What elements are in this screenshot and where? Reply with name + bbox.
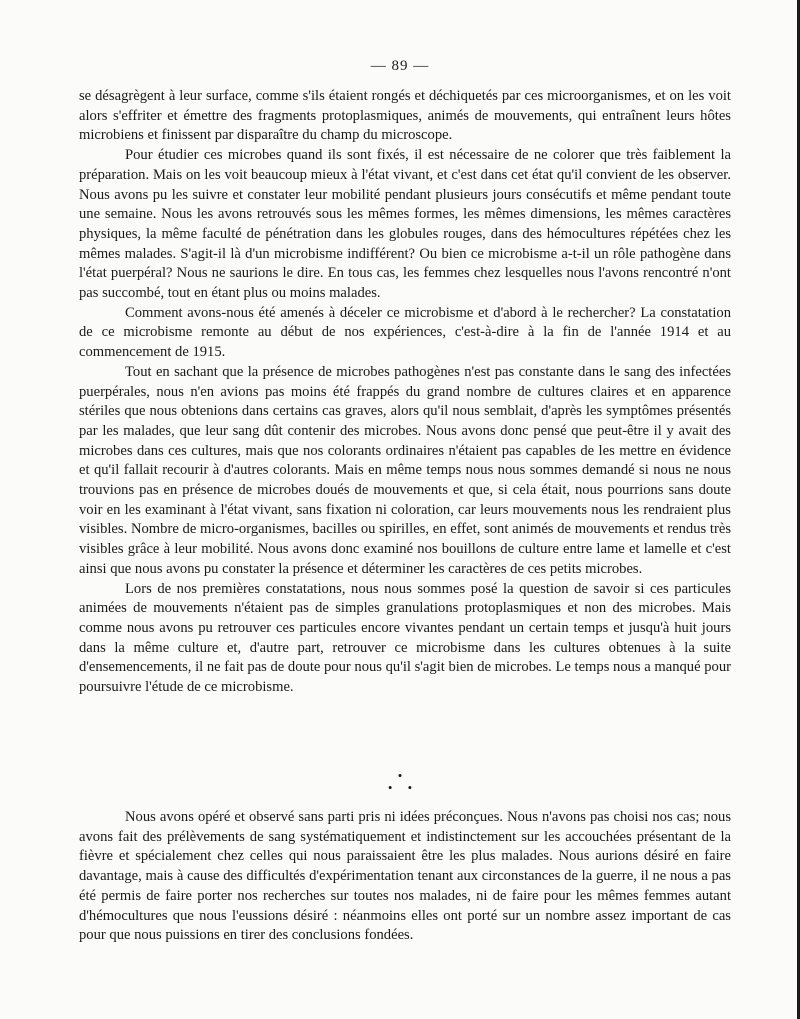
- paragraph-observation: Pour étudier ces microbes quand ils sont fixés, il est nécessaire de ne colorer que très faiblement la préparation. Mais on les voit beaucoup mieux à l'état vivant, et c'est dans cet état qu'il convient de les observer. Nous avons pu les suivre et constater leur mobilité pendant plusieurs jours consécutifs et même pendant toute une semaine. Nous les avons retrouvés sous les mêmes formes, les mêmes dimensions, les mêmes caractères physiques, la même faculté de pénétration dans les globules rouges, dans des hémocultures répétées chez les mêmes malades. S'agit-il là d'un microbisme indifférent? Ou bien ce microbisme a-t-il un rôle pathogène dans l'état puerpéral? Nous ne saurions le dire. En tous cas, les femmes chez lesquelles nous l'avons rencontré n'ont pas succombé, tout en étant plus ou moins malades.: [79, 147, 731, 302]
- paragraph-first-findings: Lors de nos premières constatations, nous nous sommes posé la question de savoir si ces particules animées de mouvements n'étaient pas de simples granulations protoplasmiques et non des microbes. Mais comme nous avons pu retrouver ces particules encore vivantes pendant un certain temps et jusqu'à huit jours dans la même culture et, d'autre part, retrouver ce microbisme dans les cultures obtenues à la suite d'ensemencements, il ne fait pas de doute pour nous qu'il s'agit bien de microbes. Le temps nous a manqué pour poursuivre l'étude de ce microbisme.: [79, 580, 731, 696]
- section-separator: [0, 770, 800, 794]
- paragraph-discovery: Comment avons-nous été amenés à déceler ce microbisme et d'abord à le rechercher? La constatation de ce microbisme remonte au début de nos expériences, c'est-à-dire à la fin de l'année 1914 et au commencement de 1915.: [79, 304, 731, 361]
- paragraph-cultures: Tout en sachant que la présence de microbes pathogènes n'est pas constante dans le sang des infectées puerpérales, nous n'en avions pas moins été frappés du grand nombre de cultures claires et en apparence stériles que nous obtenions dans certains cas graves, alors qu'il nous semblait, d'après les symptômes présentés par les malades, que leur sang dût contenir des microbes. Nous avons donc pensé que peut-être il y avait des microbes dans ces cultures, mais que nos colorants ordinaires n'étaient pas capables de les mettre en évidence et qu'il fallait recourir à d'autres colorants. Mais en même temps nous nous sommes demandé si nous ne nous trouvions pas en présence de microbes doués de mouvements et que, si cela était, nous pourrions sans doute voir en les examinant à l'état vivant, sans fixation ni coloration, car leurs mouvements nous les rendraient plus visibles. Nombre de micro-organismes, bacilles ou spirilles, en effet, sont animés de mouvements et rendus très visibles grâce à leur mobilité. Nous avons donc examiné nos bouillons de culture entre lame et lamelle et c'est ainsi que nous avons pu constater la présence et déterminer les caractères de ces petits microbes.: [79, 363, 731, 577]
- separator-dot-top: •: [397, 768, 409, 783]
- paragraph-methodology: Nous avons opéré et observé sans parti pris ni idées préconçues. Nous n'avons pas choisi nos cas; nous avons fait des prélèvements de sang systématiquement et indistinctement sur les accouchées présentant de la fièvre et spécialement chez celles qui nous paraissaient être les plus malades. Nous aurions désiré en faire davantage, mais à cause des difficultés d'expérimentation tenant aux circonstances de la guerre, il ne nous a pas été permis de faire porter nos recherches sur toutes nos malades, ni de faire pour les mêmes femmes autant d'hémocultures que nous l'eussions désiré : néanmoins elles ont porté sur un nombre assez important de cas pour que nous puissions en tirer des conclusions fondées.: [79, 809, 731, 944]
- page-number: — 89 —: [370, 58, 430, 74]
- paragraph-continuation: se désagrègent à leur surface, comme s'ils étaient rongés et déchiquetés par ces microorganismes, et on les voit alors s'effriter et émettre des fragments protoplasmiques, animés de mouvements, qui entraînent leurs hôtes microbiens et finissent par disparaître du champ du microscope.: [79, 88, 731, 144]
- body-text-upper: [79, 87, 731, 698]
- body-text-lower: [79, 808, 731, 946]
- separator-dots-bottom: • •: [387, 780, 419, 795]
